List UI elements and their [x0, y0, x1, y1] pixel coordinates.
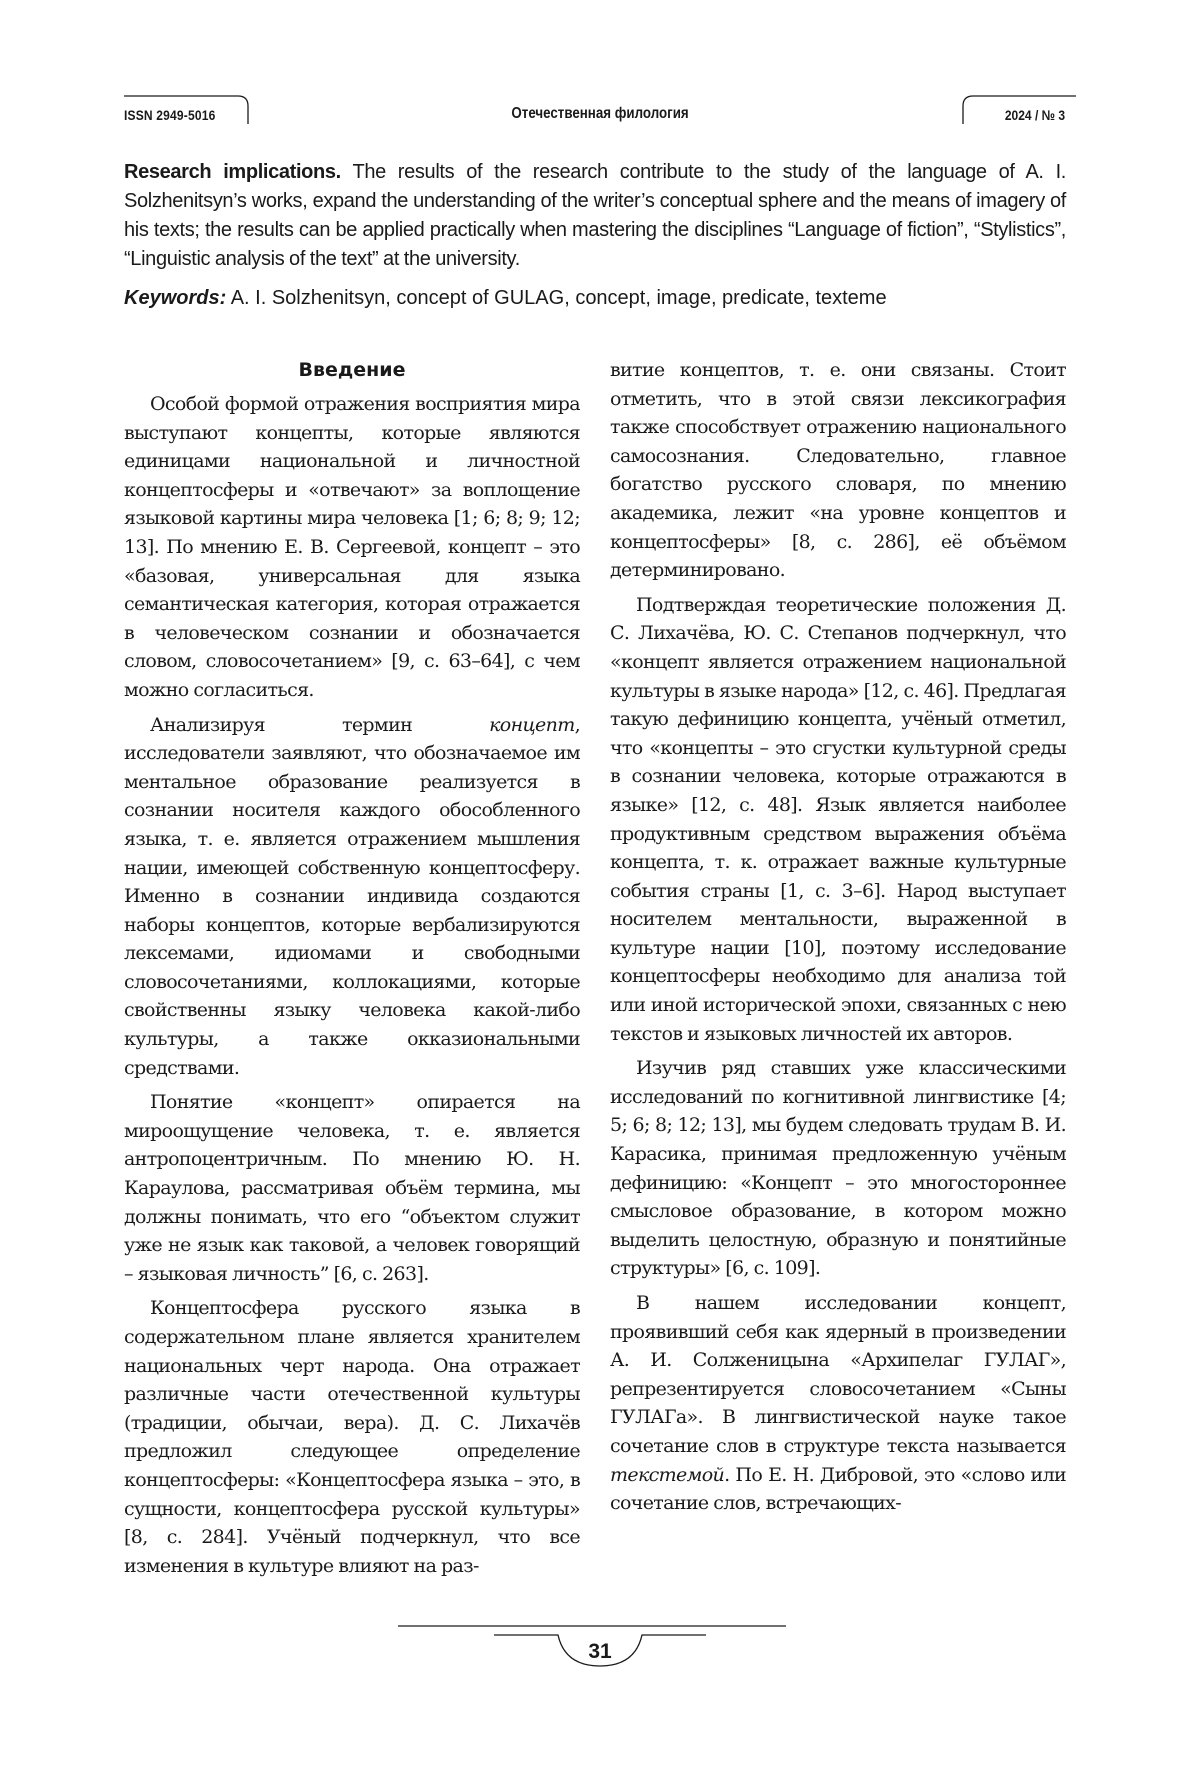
- english-abstract: [124, 158, 1066, 313]
- term-italic: концепт: [489, 713, 575, 736]
- term-italic: текстемой: [610, 1463, 725, 1486]
- journal-title: Отечественная филология: [511, 105, 689, 122]
- implications-label: Research implications.: [124, 161, 341, 183]
- paragraph: Особой формой отражения восприятия мира выступают концепты, которые являются единицами национальной и личностной концептосферы и «отвечают» за воплощение языковой картины мира человека [1; 6; 8; 9; 12; 13]. По мнению Е. В. Сергеевой, концепт – это «базовая, универсальная для языка семантическая категория, которая отражается в человеческом сознании и обозначается словом, словосочетанием» [9, с. 63–64], с чем можно согласиться.: [124, 393, 580, 701]
- paragraph: витие концептов, т. е. они связаны. Стоит отметить, что в этой связи лексикография также способствует отражению национального самосознания. Следовательно, главное богатство русского словаря, по мнению академика, лежит «на уровне концептов и концептосферы» [8, с. 286], её объёмом детерминировано.: [610, 359, 1066, 582]
- paragraph: Понятие «концепт» опирается на мироощущение человека, т. е. является антропоцентричным. По мнению Ю. Н. Караулова, рассматривая объём термина, мы должны понимать, что его “объектом служит уже не язык как таковой, а человек говорящий – языковая личность” [6, с. 263].: [124, 1091, 580, 1285]
- header-rule: [0, 0, 1200, 150]
- paragraph: Изучив ряд ставших уже классическими исследований по когнитивной лингвистике [4; 5; 6; 8; 12; 13], мы будем следовать трудам В. И. Карасика, принимая предложенную учёным дефиницию: «Концепт – это многостороннее смысловое образование, в котором можно выделить целостную, образную и понятийные структуры» [6, с. 109].: [610, 1057, 1066, 1280]
- keywords: [124, 284, 1066, 313]
- page-footer: [0, 1620, 1200, 1730]
- footer-rule: [0, 1620, 1200, 1730]
- body-column-left: [124, 356, 580, 1580]
- paragraph: Анализируя термин концепт, исследователи заявляют, что обозначаемое им ментальное образование реализуется в сознании носителя каждого обособленного языка, т. е. является отражением мышления нации, имеющей собственную концептосферу. Именно в сознании индивида создаются наборы концептов, которые вербализируются лексемами, идиомами и свободными словосочетаниями, коллокациями, которые свойственны языку человека какой-либо культуры, а также окказиональными средствами.: [124, 713, 580, 1079]
- issn: ISSN 2949-5016: [124, 107, 216, 123]
- research-implications: [124, 158, 1066, 274]
- section-heading: Введение: [298, 359, 406, 381]
- paragraph: В нашем исследовании концепт, проявивший себя как ядерный в произведении А. И. Солженицына «Архипелаг ГУЛАГ», репрезентируется словосочетанием «Сыны ГУЛАГа». В лингвистической науке такое сочетание слов в структуре текста называется текстемой. По Е. Н. Дибровой, это «слово или сочетание слов, встречающих-: [610, 1292, 1066, 1515]
- keywords-label: Keywords:: [124, 287, 227, 309]
- paragraph: Подтверждая теоретические положения Д. С. Лихачёва, Ю. С. Степанов подчеркнул, что «концепт является отражением национальной культуры в языке народа» [12, с. 46]. Предлагая такую дефиницию концепта, учёный отметил, что «концепты – это сгустки культурной среды в сознании человека, которые отражаются в языке» [12, с. 48]. Язык является наиболее продуктивным средством выражения объёма концепта, т. к. отражает важные культурные события страны [1, с. 3–6]. Народ выступает носителем ментальности, выраженной в культуре нации [10], поэтому исследование концептосферы необходимо для анализа той или иной исторической эпохи, связанных с нею текстов и языковых личностей их авторов.: [610, 593, 1066, 1045]
- body-column-right: [610, 356, 1066, 1518]
- issue-number: 2024 / № 3: [1004, 107, 1065, 123]
- implications-text: The results of the research contribute to the study of the language of A. I. Solzhenitsyn’s works, expand the understanding of the writer’s conceptual sphere and the means of imagery of his texts; the results can be applied practically when mastering the disciplines “Language of fiction”, “Stylistics”, “Linguistic analysis of the text” at the university.: [124, 161, 1066, 270]
- running-header: [0, 0, 1200, 150]
- paragraph: Концептосфера русского языка в содержательном плане является хранителем национальных черт народа. Она отражает различные части отечественной культуры (традиции, обычаи, вера). Д. С. Лихачёв предложил следующее определение концептосферы: «Концептосфера языка – это, в сущности, концептосфера русской культуры» [8, с. 284]. Учёный подчеркнул, что все изменения в культуре влияют на раз-: [124, 1297, 580, 1577]
- keywords-text: A. I. Solzhenitsyn, concept of GULAG, concept, image, predicate, texteme: [226, 287, 887, 309]
- page-number: 31: [588, 1640, 612, 1663]
